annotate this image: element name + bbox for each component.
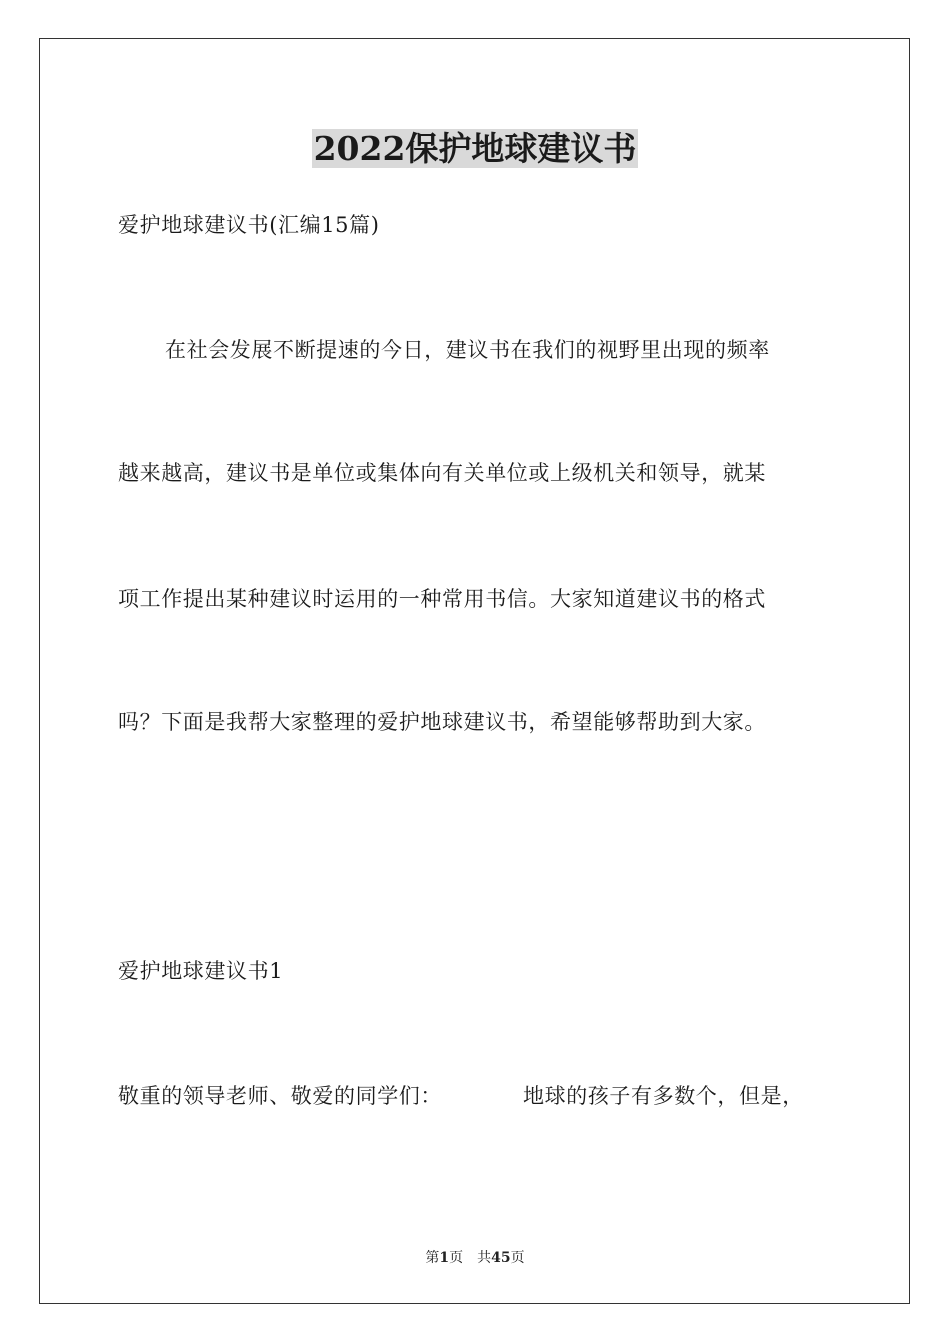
greeting-continuation: 地球的孩子有多数个，但是， [523,1084,804,1108]
document-title [0,126,950,172]
section-heading: 爱护地球建议书1 [118,959,284,983]
footer-page-prefix: 第 [425,1250,440,1266]
footer-page-number: 1 [439,1250,450,1266]
footer-total-suffix: 页 [510,1250,525,1266]
intro-line: 吗？下面是我帮大家整理的爱护地球建议书，希望能够帮助到大家。 [118,710,766,734]
document-title-text: 2022保护地球建议书 [313,129,637,168]
document-subtitle: 爱护地球建议书(汇编15篇) [118,213,380,237]
intro-line: 越来越高，建议书是单位或集体向有关单位或上级机关和领导，就某 [118,461,766,485]
footer-total-pages: 45 [491,1250,511,1266]
footer-total-prefix: 共 [477,1250,492,1266]
greeting-text: 敬重的领导老师、敬爱的同学们： [118,1084,442,1108]
intro-line: 项工作提出某种建议时运用的一种常用书信。大家知道建议书的格式 [118,587,766,611]
footer-page-suffix: 页 [449,1250,464,1266]
page-footer [0,1248,950,1268]
intro-line: 在社会发展不断提速的今日，建议书在我们的视野里出现的频率 [165,338,770,362]
